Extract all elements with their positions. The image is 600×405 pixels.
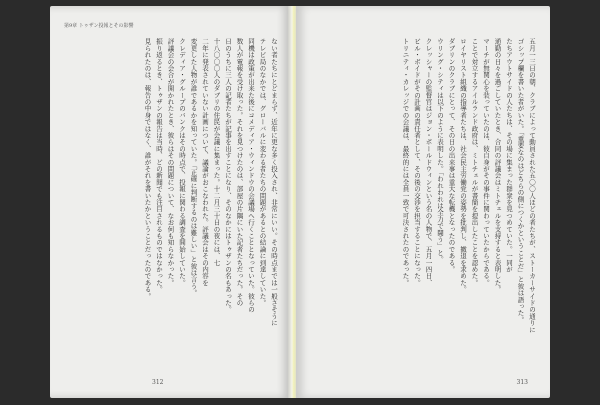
text-column: 振り返るとき、トゥザンの報告は当時、どの新聞でも注目されるものではなかった。 <box>155 38 163 293</box>
text-column: たちアウトサイドの人たちは、その場に集まった群衆を見つめていた。一同が <box>505 38 513 273</box>
text-column: 変更した人物が誰であるかを知っていた。「正確に判断するのは難しい」と彼は言う。 <box>189 38 198 297</box>
text-column: クレディア・グループのバンクはその時点で、投報に関わる調査を開始していた。 <box>178 38 186 286</box>
text-column: ことで対立するアイルランド政府は、ミトチェルが書簡を提出したことを認めた。 <box>470 38 479 286</box>
text-column: 五月一三日の朝、クラブによって動員された五〇〇人ほどの者たちが、ストーカーサイドの通りに <box>528 38 536 333</box>
text-column: ロイヤリスト組織の指導者たちは、社会民主労働党の姿勢を批判し、撤退を求めた。 <box>459 38 467 293</box>
text-column: ない者たちにとどまらず、近年に更な多く投入され、非常にいい。その時点までは一般さそうに <box>270 38 278 327</box>
right-page <box>296 6 550 398</box>
left-text-columns <box>62 38 278 368</box>
text-column: 二年に発表されていない計画について、議論がおこなわれた。評議会はその内容を <box>201 38 209 286</box>
text-column: 評議会の会合が開かれたとき、彼らはその問題について、なお何も知らなかった。 <box>166 38 175 286</box>
text-column: マーチが無関心を装っていたのは、彼自身がその事件に関わっていたからである。 <box>482 38 490 286</box>
text-column: トリニティ・カレッジでの会議は、最終的には全員一致で可決されたのであった。 <box>401 38 410 286</box>
right-text-columns <box>306 38 536 368</box>
text-column: ダブリンのクラブにとって、その日の出来事は重大な転機となったのである。 <box>447 38 456 273</box>
text-column: 同機は政策が出来た後にコメディア・ウィンドウの会議場へ行くこととなっていた。彼らの <box>247 38 255 313</box>
text-column: 日のうちに三人の記者たちが記事を出すことになり、そのなかにはトゥザンの名もあった。 <box>224 38 232 313</box>
text-column: ゴシップ欄を書いた者がいた。「重要なのはどちらの側につくかということだ」と彼は語った。 <box>516 38 525 323</box>
page-number: 312 <box>152 379 164 386</box>
text-column: テレビ局のなかでは、グローバルに変わる者たちの問題があるとの結論に到達していた。 <box>258 38 267 306</box>
page-number: 313 <box>516 379 528 386</box>
left-page <box>50 6 290 398</box>
text-column: 通勤の日々を過ごしていたとき、合同の評議会はミトチェルを支持すると表明した。 <box>493 38 502 293</box>
text-column: 見られたのは、報告の中身ではなく、誰がそれを書いたかということだったのである。 <box>143 38 152 300</box>
text-column: ウリング・シティは以下のように表明した。「われわれは全力で闘う」と。 <box>436 38 444 263</box>
text-column: 数人が電報を受け取った。それを見つけたのは、部屋の片隅にいた記者たちだった。その <box>235 38 244 306</box>
text-column: ビル・ボイドがその計画の責任者として、その後の交渉を担当することになった。 <box>413 38 421 286</box>
text-column: 十八〇〇〇人のダブリの住民が会議に集まった。十二月三十日の夜には、七 <box>212 38 221 266</box>
running-head: 第9章 トゥザン投報とその影響 <box>64 23 134 29</box>
text-column: クレッシャーの監督官はジョン・ボールドウィンという名の人物で、五月一四日、 <box>424 38 433 286</box>
